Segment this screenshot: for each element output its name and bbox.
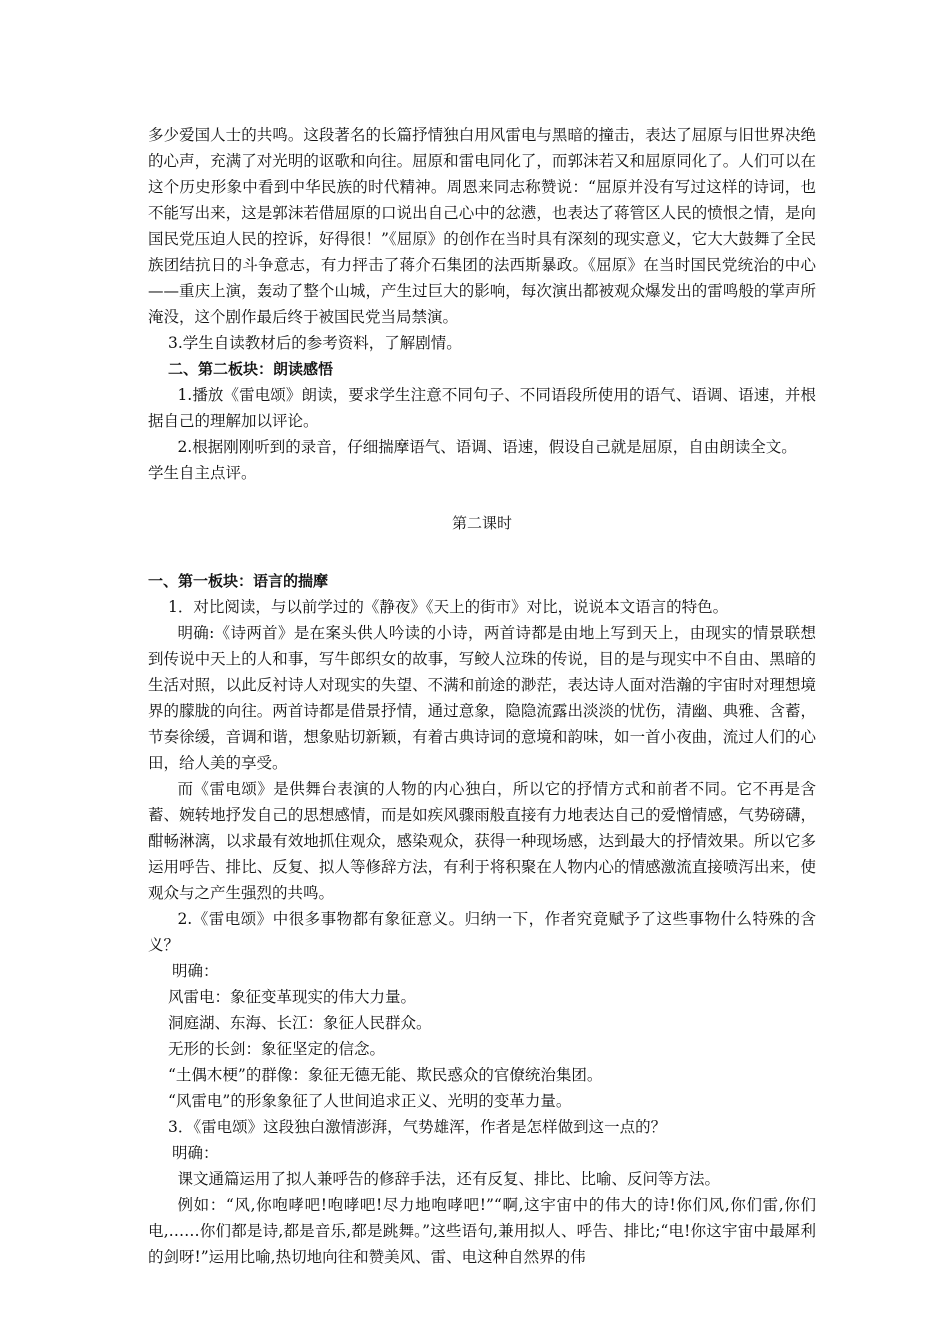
list-item: 1.播放《雷电颂》朗读，要求学生注意不同句子、不同语段所使用的语气、语调、语速，并根据自己的理解加以评论。 [148,386,816,430]
answer-paragraph: 课文通篇运用了拟人兼呼告的修辞手法，还有反复、排比、比喻、反问等方法。 [177,1170,720,1188]
list-item-text: 2.根据刚刚听到的录音，仔细揣摩语气、语调、语速，假设自己就是屈原，自由朗读全文。 [177,438,797,456]
intro-paragraph: 多少爱国人士的共鸣。这段著名的长篇抒情独白用风雷电与黑暗的撞击，表达了屈原与旧世界决绝的心声，充满了对光明的讴歌和向往。屈原和雷电同化了，而郭沫若又和屈原同化了。人们可以在这个历史形象中看到中华民族的时代精神。周恩来同志称赞说：“屈原并没有写过这样的诗词，也不能写出来，这是郭沫若借屈原的口说出自己心中的忿懑，也表达了蒋管区人民的愤恨之情，是向国民党压迫人民的控诉，好得很！”《屈原》的创作在当时具有深刻的现实意义，它大大鼓舞了全民族团结抗日的斗争意志，有力抨击了蒋介石集团的法西斯暴政。《屈原》在当时国民党统治的中心——重庆上演，轰动了整个山城，产生过巨大的影响，每次演出都被观众爆发出的雷鸣般的掌声所淹没，这个剧作最后终于被国民党当局禁演。 [148,126,816,326]
answer-paragraph: 例如：“风,你咆哮吧!咆哮吧!尽力地咆哮吧!”“啊,这宇宙中的伟大的诗!你们风,你们雷,你们电,……你们都是诗,都是音乐,都是跳舞。”这些语句,兼用拟人、呼告、排比;“电!你这宇宙中最犀利的剑呀!”运用比喻,热切地向往和赞美风、雷、电这种自然界的伟 [148,1196,816,1266]
answer-paragraph: 明确:《诗两首》是在案头供人吟读的小诗，两首诗都是由地上写到天上，由现实的情景联想到传说中天上的人和事，写牛郎织女的故事，写鲛人泣珠的传说，目的是与现实中不自由、黑暗的生活对照，以此反衬诗人对现实的失望、不满和前途的渺茫，表达诗人面对浩瀚的宇宙时对理想境界的朦胧的向往。两首诗都是借景抒情，通过意象，隐隐流露出淡淡的忧伤，清幽、典雅、含蓄，节奏徐缓，音调和谐，想象贴切新颖，有着古典诗词的意境和韵味，如一首小夜曲，流过人们的心田，给人美的享受。 [148,624,816,772]
question: 1．对比阅读，与以前学过的《静夜》《天上的街市》对比，说说本文语言的特色。 [168,598,729,616]
symbol-item: “土偶木梗”的群像：象征无德无能、欺民惑众的官僚统治集团。 [168,1066,603,1084]
symbol-item: 无形的长剑：象征坚定的信念。 [168,1040,386,1058]
answer-paragraph: 而《雷电颂》是供舞台表演的人物的内心独白，所以它的抒情方式和前者不同。它不再是含蓄、婉转地抒发自己的思想感情，而是如疾风骤雨般直接有力地表达自己的爱憎情感，气势磅礴，酣畅淋漓，以求最有效地抓住观众，感染观众，获得一种现场感，达到最大的抒情效果。所以它多运用呼告、排比、反复、拟人等修辞方法，有利于将积聚在人物内心的情感激流直接喷泻出来，使观众与之产生强烈的共鸣。 [148,780,816,902]
symbol-item: 风雷电：象征变革现实的伟大力量。 [168,988,417,1006]
section-heading: 二、第二板块：朗读感悟 [168,360,334,378]
list-item [148,434,816,486]
document-page [148,122,816,1270]
list-item: 3.学生自读教材后的参考资料，了解剧情。 [168,334,462,352]
answer-label: 明确： [172,1144,219,1162]
list-item-text: 学生自主点评。 [148,464,257,482]
question: 2.《雷电颂》中很多事物都有象征意义。归纳一下，作者究竟赋予了这些事物什么特殊的含义？ [148,910,816,954]
symbol-item: 洞庭湖、东海、长江：象征人民群众。 [168,1014,432,1032]
symbol-item: “风雷电”的形象象征了人世间追求正义、光明的变革力量。 [168,1092,572,1110]
answer-label: 明确： [172,962,219,980]
question: 3．《雷电颂》这段独白激情澎湃，气势雄浑，作者是怎样做到这一点的？ [168,1118,667,1136]
section-heading: 一、第一板块：语言的揣摩 [148,572,329,590]
lesson-title: 第二课时 [451,514,512,532]
